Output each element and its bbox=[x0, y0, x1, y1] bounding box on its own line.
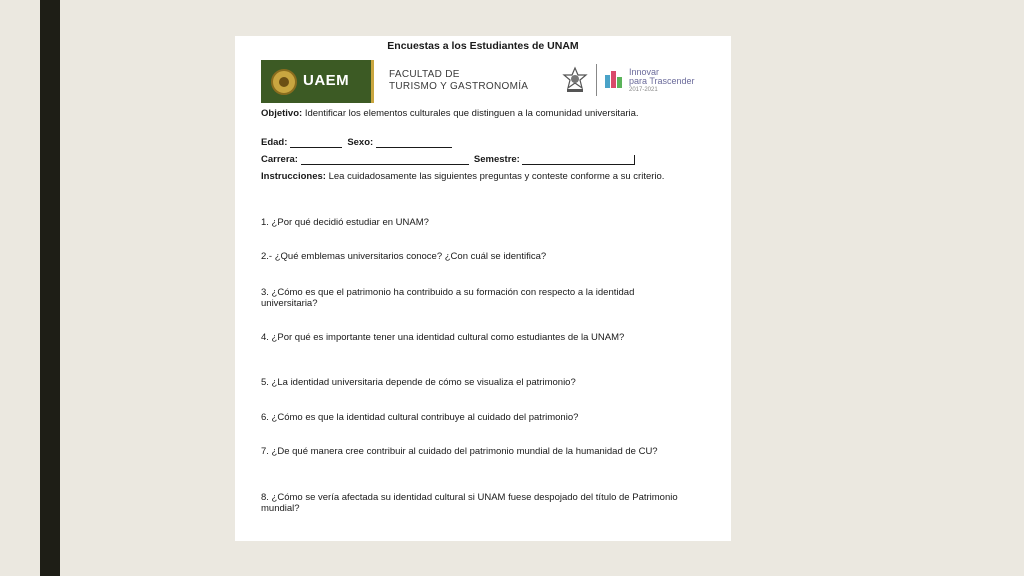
faculty-line-1: FACULTAD DE bbox=[389, 69, 460, 80]
sex-label: Sexo: bbox=[347, 137, 374, 148]
career-field[interactable] bbox=[301, 155, 469, 165]
objective bbox=[261, 108, 701, 119]
semester-field[interactable] bbox=[522, 155, 635, 165]
slide-left-bar bbox=[40, 0, 60, 576]
innovar-line-2: para Trascender bbox=[629, 76, 695, 86]
question-3: 3. ¿Cómo es que el patrimonio ha contribuido a su formación con respecto a la identidad universitaria? bbox=[261, 287, 635, 309]
question-1: 1. ¿Por qué decidió estudiar en UNAM? bbox=[261, 217, 429, 228]
career-semester-row bbox=[261, 154, 701, 165]
uaem-logo-text: UAEM bbox=[303, 72, 350, 89]
innovar-years: 2017-2021 bbox=[629, 87, 658, 93]
document-title: Encuestas a los Estudiantes de UNAM bbox=[387, 40, 579, 52]
age-label: Edad: bbox=[261, 137, 288, 148]
institution-emblem-icon bbox=[561, 66, 589, 94]
innovar-logo-icon bbox=[604, 69, 624, 91]
instructions-label: Instrucciones: bbox=[261, 171, 326, 182]
career-label: Carrera: bbox=[261, 154, 298, 165]
faculty-name bbox=[389, 69, 528, 93]
age-field[interactable] bbox=[290, 138, 342, 148]
faculty-line-2: TURISMO Y GASTRONOMÍA bbox=[389, 81, 529, 92]
objective-text: Identificar los elementos culturales que distinguen a la comunidad universitaria. bbox=[304, 108, 639, 119]
question-7: 7. ¿De qué manera cree contribuir al cuidado del patrimonio mundial de la humanidad de CU? bbox=[261, 446, 658, 457]
question-5: 5. ¿La identidad universitaria depende de cómo se visualiza el patrimonio? bbox=[261, 377, 576, 388]
uaem-crest-icon bbox=[271, 69, 297, 95]
age-sex-row bbox=[261, 137, 701, 148]
objective-label: Objetivo: bbox=[261, 108, 303, 119]
semester-label: Semestre: bbox=[473, 154, 520, 165]
question-8: 8. ¿Cómo se vería afectada su identidad cultural si UNAM fuese despojado del título de Patrimonio mundial? bbox=[261, 492, 678, 514]
question-6: 6. ¿Cómo es que la identidad cultural contribuye al cuidado del patrimonio? bbox=[261, 412, 579, 423]
logo-accent-strip bbox=[371, 60, 374, 103]
question-2: 2.- ¿Qué emblemas universitarios conoce? ¿Con cuál se identifica? bbox=[261, 251, 547, 262]
innovar-line-1: Innovar bbox=[629, 67, 660, 77]
survey-page bbox=[235, 36, 731, 541]
sex-field[interactable] bbox=[376, 138, 452, 148]
header-divider bbox=[596, 64, 597, 96]
instructions-text: Lea cuidadosamente las siguientes preguntas y conteste conforme a su criterio. bbox=[328, 171, 665, 182]
instructions bbox=[261, 171, 701, 182]
document-header bbox=[261, 60, 701, 104]
innovar-slogan bbox=[629, 68, 695, 95]
question-4: 4. ¿Por qué es importante tener una identidad cultural como estudiantes de la UNAM? bbox=[261, 332, 625, 343]
uaem-logo bbox=[261, 60, 371, 103]
